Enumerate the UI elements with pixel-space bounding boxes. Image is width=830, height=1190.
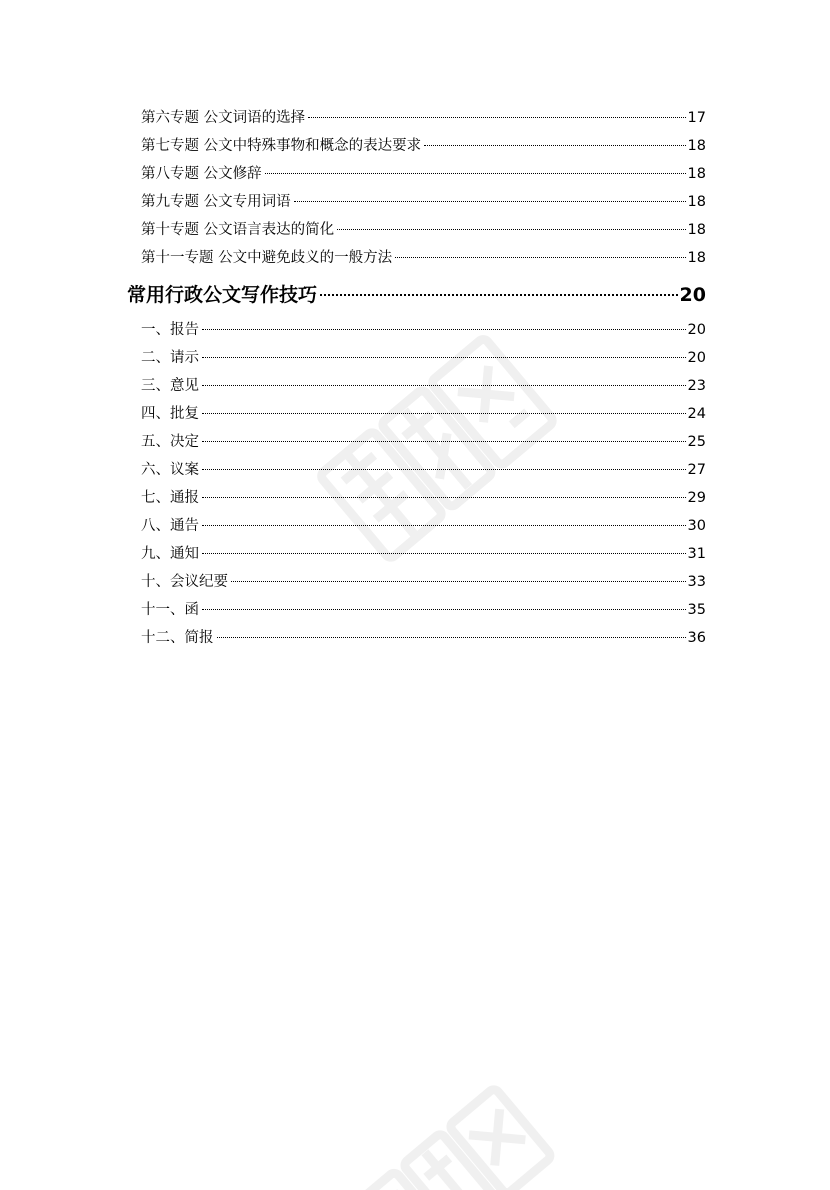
toc-entry[interactable]: [127, 540, 706, 568]
toc-dot-leader: [202, 329, 686, 330]
toc-entry-title: 五、决定: [141, 434, 199, 450]
toc-entry[interactable]: [127, 216, 706, 244]
toc-entry-page: 33: [687, 574, 706, 590]
toc-entry-page: 27: [687, 462, 706, 478]
toc-chapter-entry[interactable]: [127, 274, 706, 316]
toc-entry-title: 四、批复: [141, 406, 199, 422]
toc-entry[interactable]: [127, 484, 706, 512]
toc-entry-title: 第六专题 公文词语的选择: [141, 110, 306, 126]
toc-entry-title: 六、议案: [141, 462, 199, 478]
toc-entry-title: 二、请示: [141, 350, 199, 366]
toc-dot-leader: [202, 525, 686, 526]
toc-entry-title: 第九专题 公文专用词语: [141, 194, 291, 210]
toc-entry[interactable]: [127, 512, 706, 540]
toc-dot-leader: [202, 357, 686, 358]
toc-entry-title: 三、意见: [141, 378, 199, 394]
toc-entry-page: 31: [687, 546, 706, 562]
toc-entry[interactable]: [127, 188, 706, 216]
toc-entry-page: 18: [687, 194, 706, 210]
toc-entry-page: 29: [687, 490, 706, 506]
toc-dot-leader: [294, 201, 686, 202]
toc-entry-page: 36: [687, 630, 706, 646]
toc-entry[interactable]: [127, 596, 706, 624]
toc-entry[interactable]: [127, 568, 706, 596]
toc-dot-leader: [202, 497, 686, 498]
toc-entry[interactable]: [127, 132, 706, 160]
toc-dot-leader: [320, 294, 678, 296]
toc-entry-title: 十、会议纪要: [141, 574, 228, 590]
toc-entry-page: 18: [687, 250, 706, 266]
toc-entry-title: 第十一专题 公文中避免歧义的一般方法: [141, 250, 393, 266]
toc-entry-page: 18: [687, 222, 706, 238]
toc-entry-title: 九、通知: [141, 546, 199, 562]
toc-entry-page: 18: [687, 138, 706, 154]
toc-entry[interactable]: [127, 160, 706, 188]
table-of-contents: [127, 104, 706, 652]
toc-entry-page: 18: [687, 166, 706, 182]
toc-dot-leader: [424, 145, 685, 146]
toc-entry[interactable]: [127, 316, 706, 344]
toc-chapter-page: 20: [679, 284, 706, 306]
toc-entry[interactable]: [127, 104, 706, 132]
toc-entry-title: 第八专题 公文修辞: [141, 166, 262, 182]
toc-entry[interactable]: [127, 400, 706, 428]
toc-dot-leader: [202, 553, 686, 554]
toc-entry[interactable]: [127, 456, 706, 484]
toc-entry-page: 30: [687, 518, 706, 534]
watermark-stamp-bottom: [330, 1070, 570, 1190]
toc-entry-page: 35: [687, 602, 706, 618]
toc-entry[interactable]: [127, 372, 706, 400]
toc-dot-leader: [265, 173, 686, 174]
toc-entry-page: 20: [687, 350, 706, 366]
toc-entry-page: 17: [687, 110, 706, 126]
toc-entry-page: 25: [687, 434, 706, 450]
toc-dot-leader: [202, 385, 686, 386]
toc-entry-title: 第七专题 公文中特殊事物和概念的表达要求: [141, 138, 422, 154]
toc-dot-leader: [202, 441, 686, 442]
toc-dot-leader: [202, 469, 686, 470]
toc-entry[interactable]: [127, 624, 706, 652]
toc-entry-title: 第十专题 公文语言表达的简化: [141, 222, 335, 238]
toc-entry-title: 十一、函: [141, 602, 199, 618]
toc-dot-leader: [308, 117, 685, 118]
toc-entry[interactable]: [127, 428, 706, 456]
toc-entry-page: 23: [687, 378, 706, 394]
toc-entry[interactable]: [127, 244, 706, 272]
toc-entry[interactable]: [127, 344, 706, 372]
toc-dot-leader: [231, 581, 686, 582]
toc-dot-leader: [217, 637, 686, 638]
toc-dot-leader: [202, 609, 686, 610]
toc-entry-title: 十二、简报: [141, 630, 214, 646]
toc-dot-leader: [202, 413, 686, 414]
toc-entry-page: 20: [687, 322, 706, 338]
toc-entry-title: 七、通报: [141, 490, 199, 506]
toc-entry-title: 八、通告: [141, 518, 199, 534]
toc-chapter-title: 常用行政公文写作技巧: [127, 284, 318, 306]
toc-entry-page: 24: [687, 406, 706, 422]
toc-entry-title: 一、报告: [141, 322, 199, 338]
toc-dot-leader: [337, 229, 685, 230]
toc-dot-leader: [395, 257, 685, 258]
